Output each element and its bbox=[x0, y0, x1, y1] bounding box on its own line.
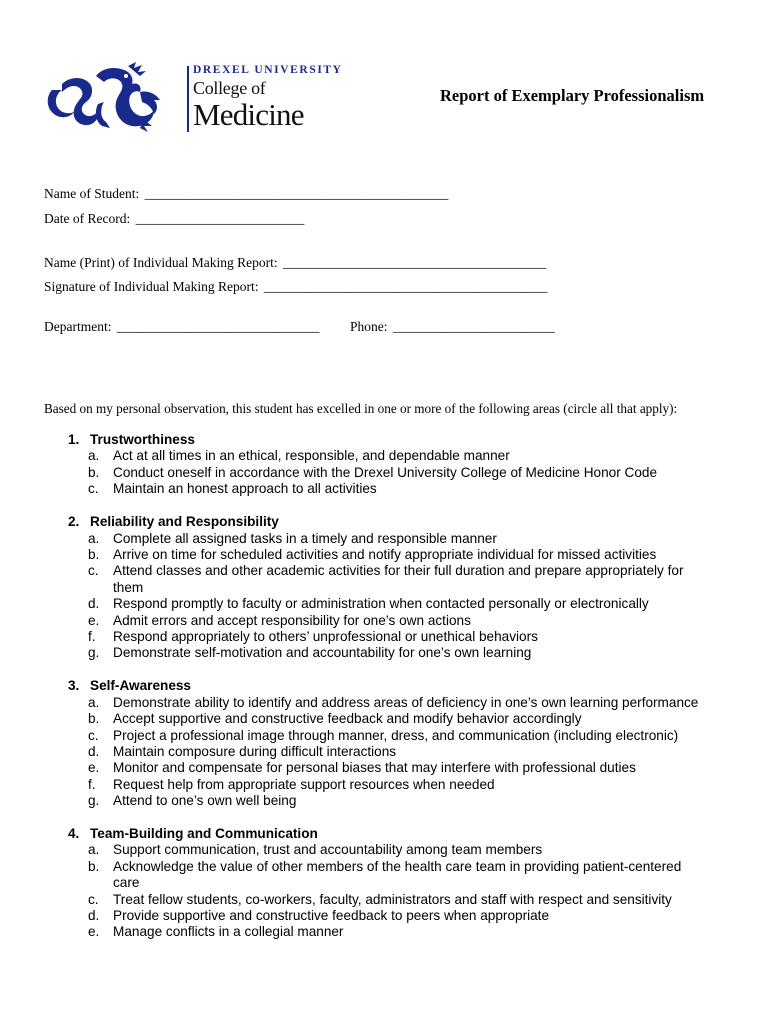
item-letter: c. bbox=[88, 481, 99, 497]
item-text: Arrive on time for scheduled activities and notify appropriate individual for missed activities bbox=[113, 546, 657, 562]
list-item[interactable] bbox=[68, 629, 708, 645]
section-title: Self-Awareness bbox=[90, 678, 191, 694]
list-item[interactable] bbox=[68, 760, 708, 776]
phone-blank[interactable]: ________________________ bbox=[392, 319, 555, 334]
item-letter: e. bbox=[88, 924, 100, 940]
item-letter: f. bbox=[88, 628, 96, 644]
item-text: Conduct oneself in accordance with the Drexel University College of Medicine Honor Code bbox=[113, 464, 658, 480]
item-letter: d. bbox=[88, 908, 100, 924]
list-item[interactable] bbox=[68, 481, 708, 497]
section-title: Team-Building and Communication bbox=[90, 826, 318, 842]
phone-field[interactable] bbox=[350, 319, 555, 335]
drexel-logo bbox=[44, 62, 343, 134]
item-text: Provide supportive and constructive feedback to peers when appropriate bbox=[113, 908, 550, 924]
item-letter: e. bbox=[88, 760, 100, 776]
list-item[interactable] bbox=[68, 547, 708, 563]
logo-medicine-text: Medicine bbox=[193, 97, 304, 132]
item-text: Respond promptly to faculty or administration when contacted personally or electronically bbox=[113, 596, 649, 612]
item-letter: f. bbox=[88, 776, 96, 792]
item-letter: a. bbox=[88, 842, 100, 858]
list-item[interactable] bbox=[68, 859, 708, 892]
section-team-building-communication bbox=[68, 826, 708, 941]
reporter-signature-blank[interactable]: __________________________________________ bbox=[263, 279, 548, 294]
item-letter: d. bbox=[88, 743, 100, 759]
criteria-sections bbox=[68, 432, 708, 957]
list-item[interactable] bbox=[68, 563, 708, 596]
item-letter: a. bbox=[88, 530, 100, 546]
student-name-blank[interactable]: _____________________________________________ bbox=[144, 186, 449, 201]
reporter-signature-field[interactable] bbox=[44, 279, 547, 295]
item-text: Maintain composure during difficult interactions bbox=[113, 743, 397, 759]
section-number: 4. bbox=[68, 826, 80, 842]
section-heading bbox=[68, 826, 708, 842]
item-letter: b. bbox=[88, 546, 100, 562]
logo-university-text: DREXEL UNIVERSITY bbox=[193, 64, 343, 76]
section-number: 2. bbox=[68, 514, 80, 530]
list-item[interactable] bbox=[68, 842, 708, 858]
department-blank[interactable]: ______________________________ bbox=[116, 319, 320, 334]
list-item[interactable] bbox=[68, 531, 708, 547]
section-heading bbox=[68, 514, 708, 530]
list-item[interactable] bbox=[68, 448, 708, 464]
reporter-name-blank[interactable]: _______________________________________ bbox=[282, 255, 547, 270]
item-text: Admit errors and accept responsibility for one’s own actions bbox=[113, 612, 471, 628]
item-text: Acknowledge the value of other members of the health care team in providing patient-centered care bbox=[113, 858, 682, 891]
list-item[interactable] bbox=[68, 793, 708, 809]
department-field[interactable] bbox=[44, 319, 319, 335]
student-name-field[interactable] bbox=[44, 186, 448, 202]
dragon-icon bbox=[44, 62, 184, 134]
list-item[interactable] bbox=[68, 711, 708, 727]
date-of-record-label: Date of Record: bbox=[44, 211, 131, 226]
section-title: Trustworthiness bbox=[90, 432, 195, 447]
list-item[interactable] bbox=[68, 777, 708, 793]
phone-label: Phone: bbox=[350, 319, 388, 334]
list-item[interactable] bbox=[68, 924, 708, 940]
section-number: 1. bbox=[68, 432, 80, 447]
reporter-name-field[interactable] bbox=[44, 255, 546, 271]
list-item[interactable] bbox=[68, 613, 708, 629]
item-text: Request help from appropriate support resources when needed bbox=[113, 776, 495, 792]
item-text: Manage conflicts in a collegial manner bbox=[113, 924, 344, 940]
item-letter: c. bbox=[88, 891, 99, 907]
student-name-label: Name of Student: bbox=[44, 186, 140, 201]
item-letter: g. bbox=[88, 793, 100, 809]
item-letter: e. bbox=[88, 612, 100, 628]
item-text: Complete all assigned tasks in a timely and responsible manner bbox=[113, 530, 497, 546]
reporter-name-label: Name (Print) of Individual Making Report: bbox=[44, 255, 278, 270]
list-item[interactable] bbox=[68, 744, 708, 760]
department-label: Department: bbox=[44, 319, 112, 334]
item-letter: b. bbox=[88, 464, 100, 480]
list-item[interactable] bbox=[68, 596, 708, 612]
item-text: Project a professional image through manner, dress, and communication (including electronic) bbox=[113, 727, 679, 743]
item-letter: c. bbox=[88, 563, 99, 579]
date-of-record-blank[interactable]: _________________________ bbox=[135, 211, 305, 226]
item-letter: g. bbox=[88, 645, 100, 661]
item-letter: a. bbox=[88, 694, 100, 710]
item-text: Act at all times in an ethical, responsible, and dependable manner bbox=[113, 448, 510, 464]
section-heading bbox=[68, 678, 708, 694]
section-number: 3. bbox=[68, 678, 80, 694]
date-of-record-field[interactable] bbox=[44, 211, 304, 227]
list-item[interactable] bbox=[68, 728, 708, 744]
section-heading bbox=[68, 432, 708, 448]
document-title: Report of Exemplary Professionalism bbox=[440, 86, 705, 105]
item-text: Monitor and compensate for personal biases that may interfere with professional duties bbox=[113, 760, 636, 776]
intro-text: Based on my personal observation, this student has excelled in one or more of the following areas (circle all that apply): bbox=[44, 401, 678, 416]
item-letter: b. bbox=[88, 858, 100, 874]
section-reliability-responsibility bbox=[68, 514, 708, 662]
item-text: Support communication, trust and accountability among team members bbox=[113, 842, 543, 858]
item-letter: d. bbox=[88, 596, 100, 612]
section-title: Reliability and Responsibility bbox=[90, 514, 279, 530]
logo-divider bbox=[187, 66, 189, 132]
item-text: Attend to one’s own well being bbox=[113, 793, 297, 809]
list-item[interactable] bbox=[68, 908, 708, 924]
list-item[interactable] bbox=[68, 645, 708, 661]
item-letter: b. bbox=[88, 711, 100, 727]
list-item[interactable] bbox=[68, 892, 708, 908]
logo-college-text: College of bbox=[193, 78, 266, 98]
item-text: Respond appropriately to others’ unprofessional or unethical behaviors bbox=[113, 628, 538, 644]
item-text: Demonstrate ability to identify and address areas of deficiency in one’s own learning performance bbox=[113, 694, 699, 710]
item-text: Maintain an honest approach to all activities bbox=[113, 481, 377, 497]
section-self-awareness bbox=[68, 678, 708, 809]
list-item[interactable] bbox=[68, 465, 708, 481]
list-item[interactable] bbox=[68, 695, 708, 711]
item-text: Attend classes and other academic activities for their full duration and prepare appropriately for them bbox=[113, 563, 684, 595]
reporter-signature-label: Signature of Individual Making Report: bbox=[44, 279, 259, 294]
section-trustworthiness bbox=[68, 432, 708, 498]
item-text: Demonstrate self-motivation and accountability for one’s own learning bbox=[113, 645, 532, 661]
item-text: Treat fellow students, co-workers, faculty, administrators and staff with respect and sensitivity bbox=[113, 891, 672, 907]
item-text: Accept supportive and constructive feedback and modify behavior accordingly bbox=[113, 711, 582, 727]
item-letter: c. bbox=[88, 727, 99, 743]
item-letter: a. bbox=[88, 448, 100, 464]
